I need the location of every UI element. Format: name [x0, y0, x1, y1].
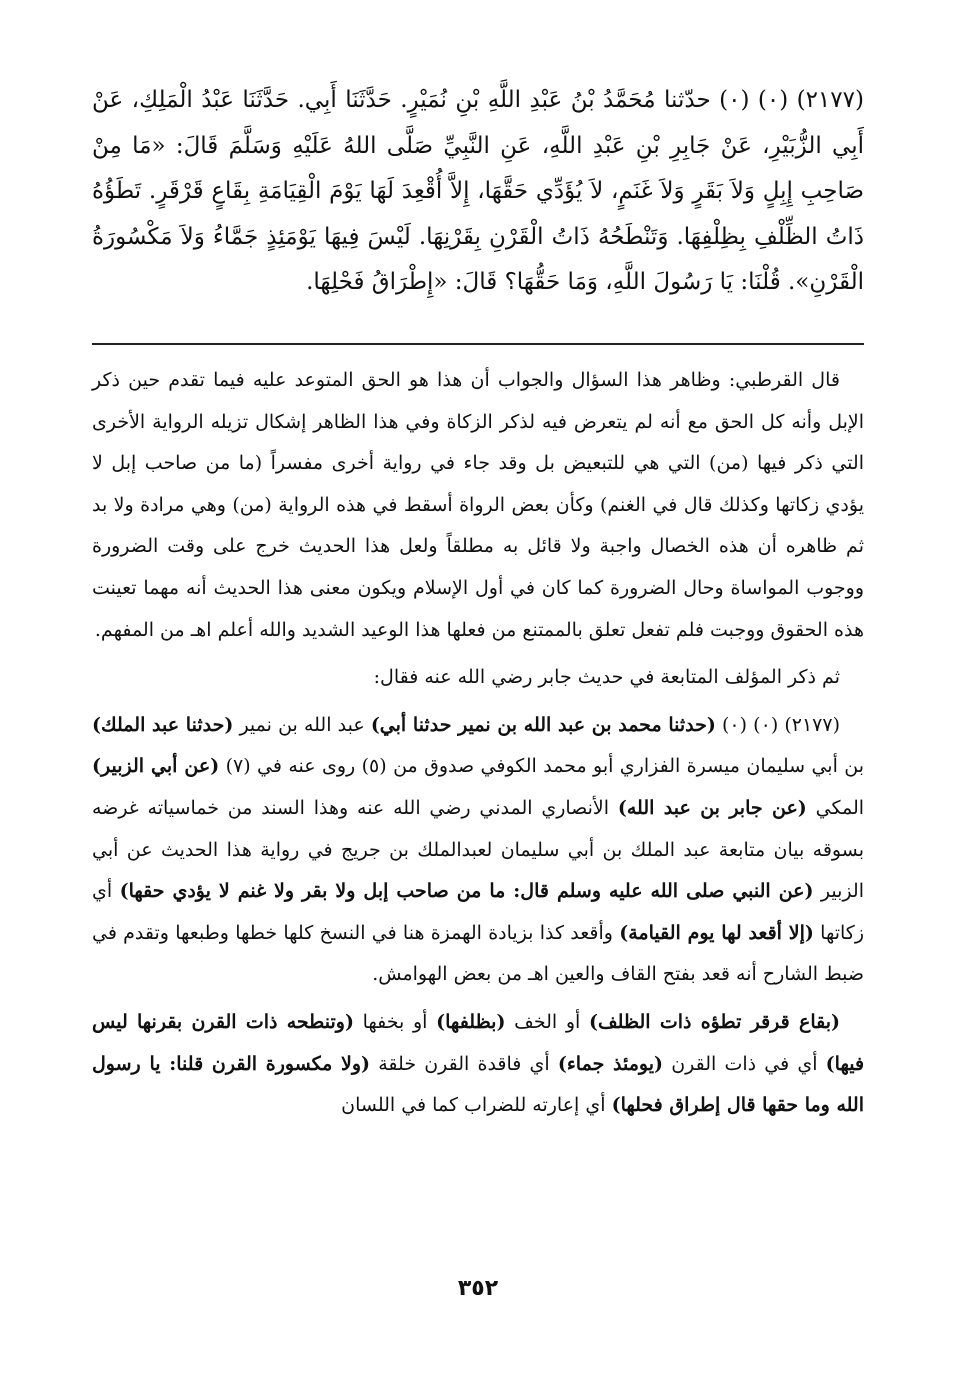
commentary-section: [92, 360, 864, 1127]
commentary-paragraph-mutabaa: ثم ذكر المؤلف المتابعة في حديث جابر رضي الله عنه فقال:: [373, 666, 840, 689]
page-number: ٣٥٢: [457, 1276, 499, 1301]
hadith-text: (٢١٧٧) (٠) (٠) حدّثنا مُحَمَّدُ بْنُ عَبْدِ اللَّهِ بْنِ نُمَيْرٍ. حَدَّثَنَا أَبِي. حَدَّثَنَا عَبْدُ الْمَلِكِ، عَنْ أَبِي الزُّبَيْرِ، عَنْ جَابِرِ بْنِ عَبْدِ اللَّهِ، عَنِ النَّبِيِّ صَلَّى اللهُ عَلَيْهِ وَسَلَّمَ قَالَ: «مَا مِنْ صَاحِبِ إِبِلٍ وَلاَ بَقَرٍ وَلاَ غَنَمٍ، لاَ يُؤَدِّي حَقَّهَا، إِلاَّ أُقْعِدَ لَهَا يَوْمَ الْقِيَامَةِ بِقَاعٍ قَرْقَرٍ. تَطَؤُهُ ذَاتُ الظِّلْفِ بِظِلْفِهَا. وَتَنْطَحُهُ ذَاتُ الْقَرْنِ بِقَرْنِهَا. لَيْسَ فِيهَا يَوْمَئِذٍ جَمَّاءُ وَلاَ مَكْسُورَةُ الْقَرْنِ». قُلْنَا: يَا رَسُولَ اللَّهِ، وَمَا حَقُّهَا؟ قَالَ: «إِطْرَاقُ فَحْلِهَا.: [92, 87, 864, 295]
commentary-paragraph-isnad: (٢١٧٧) (٠) (٠) (حدثنا محمد بن عبد الله بن نمير حدثنا أبي) عبد الله بن نمير (حدثنا عبد الملك) بن أبي سليمان ميسرة الفزاري أبو محمد الكوفي صدوق من (٥) روى عنه في (٧) (عن أبي الزبير) المكي (عن جابر بن عبد الله) الأنصاري المدني رضي الله عنه وهذا السند من خماسياته غرضه بسوقه بيان متابعة عبد الملك بن أبي سليمان لعبدالملك بن جريج في رواية هذا الحديث عن أبي الزبير (عن النبي صلى الله عليه وسلم قال: ما من صاحب إبل ولا بقر ولا غنم لا يؤدي حقها) أي زكاتها (إلا أقعد لها يوم القيامة) وأقعد كذا بزيادة الهمزة هنا في النسخ كلها خطها وطبعها وتقدم في ضبط الشارح أنه قعد بفتح القاف والعين اهـ من بعض الهوامش.: [92, 713, 865, 986]
divider-line: [92, 343, 864, 345]
commentary-paragraph-sharh: (بقاع قرقر تطؤه ذات الظلف) أو الخف (بظلفها) أو بخفها (وتنطحه ذات القرن بقرنها ليس فيها) أي في ذات القرن (يومئذ جماء) أي فاقدة القرن خلقة (ولا مكسورة القرن قلنا: يا رسول الله وما حقها قال إطراق فحلها) أي إعارته للضراب كما في اللسان: [92, 1010, 865, 1117]
commentary-paragraph-qurtubi: قال القرطبي: وظاهر هذا السؤال والجواب أن هذا هو الحق المتوعد عليه فيما تقدم حين ذكر الإبل وأنه كل الحق مع أنه لم يتعرض فيه لذكر الزكاة وفي هذا الظاهر إشكال تزيله الرواية الأخرى التي ذكر فيها (من) التي هي للتبعيض بل وقد جاء في رواية أخرى مفسراً (ما من صاحب إبل لا يؤدي زكاتها وكذلك قال في الغنم) وكأن بعض الرواة أسقط في هذه الرواية (من) وهي مرادة ولا بد ثم ظاهره أن هذه الخصال واجبة ولا قائل به مطلقاً ولعل هذا الحديث خرج على وقت الضرورة ووجوب المواساة وحال الضرورة كما كان في أول الإسلام ويكون معنى هذا الحديث أنه مهما تعينت هذه الحقوق ووجبت فلم تفعل تعلق بالممتنع من فعلها هذا الوعيد الشديد والله أعلم اهـ من المفهم.: [92, 369, 864, 641]
